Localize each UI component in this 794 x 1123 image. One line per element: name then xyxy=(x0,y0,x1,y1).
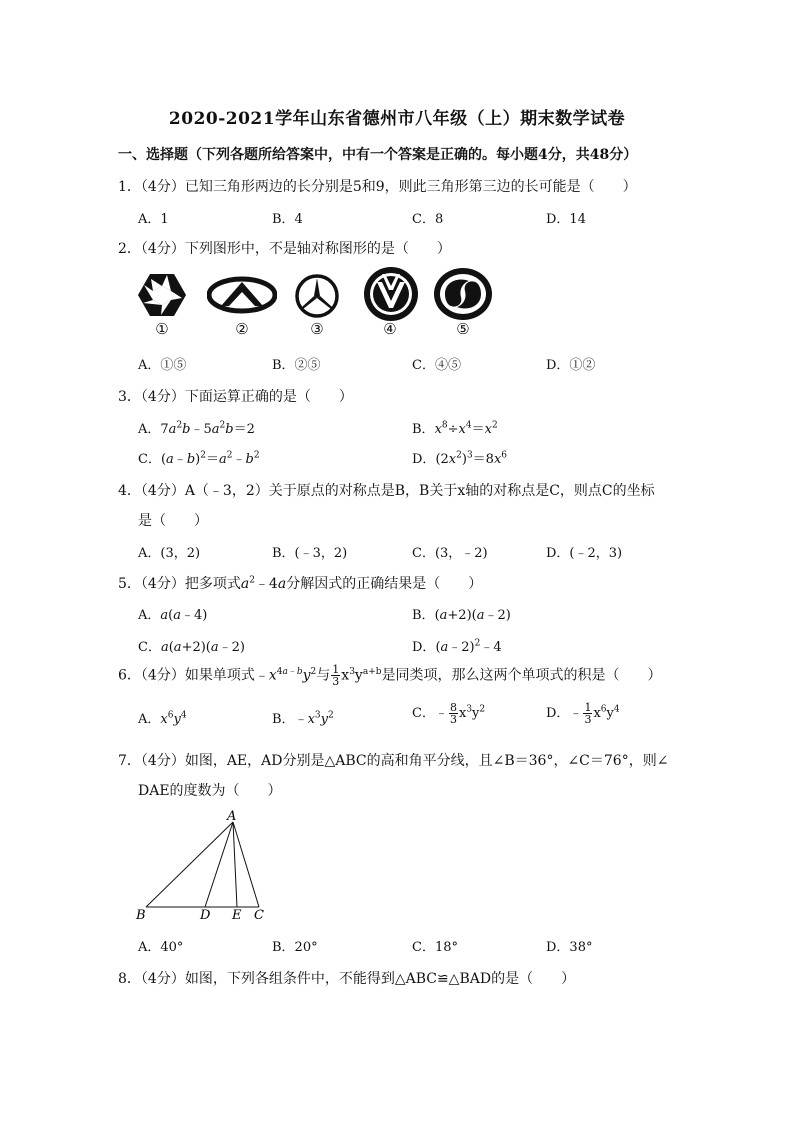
point-label-a: A xyxy=(227,809,237,824)
q1-option-a: A．1 xyxy=(138,212,169,227)
q7-option-a: A．40° xyxy=(138,940,184,955)
point-label-e: E xyxy=(232,908,242,923)
q6-option-d: D．﹣ $\frac{1}{3}$ $x^6y^4$ xyxy=(546,701,620,726)
question-6-stem: 6．（4分）如果单项式$﹣x^{4a﹣b}y^2$与 $\frac{1}{3}$ $x^3y^{a+b}$是同类项，那么这两个单项式的积是（ ） xyxy=(118,663,662,688)
question-2-stem: 2．（4分）下列图形中，不是轴对称图形的是（ ） xyxy=(118,241,451,257)
q2-option-c: C．④⑤ xyxy=(412,358,461,373)
question-3-stem: 3．（4分）下面运算正确的是（ ） xyxy=(118,389,353,405)
q1-option-b: B．4 xyxy=(272,212,303,227)
question-8-stem: 8．（4分）如图，下列各组条件中，不能得到△ABC≌△BAD的是（ ） xyxy=(118,971,576,987)
q4-option-a: A．(3，2) xyxy=(138,546,201,561)
q5-option-d: D．(a﹣2)$^2$﹣4 xyxy=(412,638,502,655)
q7-option-b: B．20° xyxy=(272,940,318,955)
figure-label-4: ④ xyxy=(383,320,397,338)
side-ab xyxy=(146,822,233,907)
question-4-stem-line2: 是（ ） xyxy=(138,513,208,529)
q4-option-b: B．(﹣3，2) xyxy=(272,546,348,561)
logo-2-infiniti-icon xyxy=(207,276,277,314)
q1-option-c: C．8 xyxy=(412,212,444,227)
q2-option-d: D．①② xyxy=(546,358,596,373)
question-1-stem: 1．（4分）已知三角形两边的长分别是5和9，则此三角形第三边的长可能是（ ） xyxy=(118,179,637,195)
q4-option-c: C．(3，﹣2) xyxy=(412,546,488,561)
figure-label-2: ② xyxy=(235,320,249,338)
point-label-b: B xyxy=(136,908,146,923)
q2-option-b: B．②⑤ xyxy=(272,358,321,373)
q6-option-b: B．$﹣x^3y^2$ xyxy=(272,710,334,727)
q7-option-d: D．38° xyxy=(546,940,593,955)
figure-label-1: ① xyxy=(155,320,169,338)
question-7-stem-line2: DAE的度数为（ ） xyxy=(138,783,282,799)
q2-option-a: A．①⑤ xyxy=(138,358,187,373)
logo-3-mercedes-icon xyxy=(294,273,340,319)
q5-option-a: A．a(a﹣4) xyxy=(138,608,208,623)
q3-option-d: D．$(2x^2)^3=8x^6$ xyxy=(412,450,508,467)
segment-ad xyxy=(205,822,233,907)
figure-label-3: ③ xyxy=(310,320,324,338)
question-7-stem-line1: 7．（4分）如图，AE，AD分别是△ABC的高和角平分线，且∠B＝36°，∠C＝76°，则∠ xyxy=(118,753,669,769)
q6-option-a: A．$x^6y^4$ xyxy=(138,710,187,727)
question-4-stem-line1: 4．（4分）A（﹣3，2）关于原点的对称点是B，B关于x轴的对称点是C，则点C的坐标 xyxy=(118,483,655,499)
logo-1-hexagon-icon xyxy=(137,272,187,318)
section-heading: 一、选择题（下列各题所给答案中，中有一个答案是正确的。每小题4分，共48分） xyxy=(118,147,638,163)
q3-option-b: B．$x^8\div x^4=x^2$ xyxy=(412,420,498,437)
q6-option-c: C．﹣ $\frac{8}{3}$ $x^3y^2$ xyxy=(412,701,486,726)
q3-option-c: C．$(a﹣b)^2=a^2﹣b^2$ xyxy=(138,450,260,467)
point-label-d: D xyxy=(200,908,211,923)
q3-option-a: A．$7a^2b﹣5a^2b=2$ xyxy=(138,420,255,437)
q5-option-b: B．(a+2)(a﹣2) xyxy=(412,608,511,623)
figure-label-5: ⑤ xyxy=(456,320,470,338)
q7-option-c: C．18° xyxy=(412,940,458,955)
q4-option-d: D．(﹣2，3) xyxy=(546,546,623,561)
q1-option-d: D．14 xyxy=(546,212,586,227)
point-label-c: C xyxy=(254,908,264,923)
page-title: 2020-2021学年山东省德州市八年级（上）期末数学试卷 xyxy=(168,109,626,129)
logo-4-volkswagen-icon xyxy=(362,266,420,322)
question-5-stem: 5．（4分）把多项式$a^2﹣4a$分解因式的正确结果是（ ） xyxy=(118,575,483,592)
q5-option-c: C．a(a+2)(a﹣2) xyxy=(138,640,245,655)
triangle-figure xyxy=(130,808,280,926)
logo-5-dongfeng-icon xyxy=(433,267,493,321)
